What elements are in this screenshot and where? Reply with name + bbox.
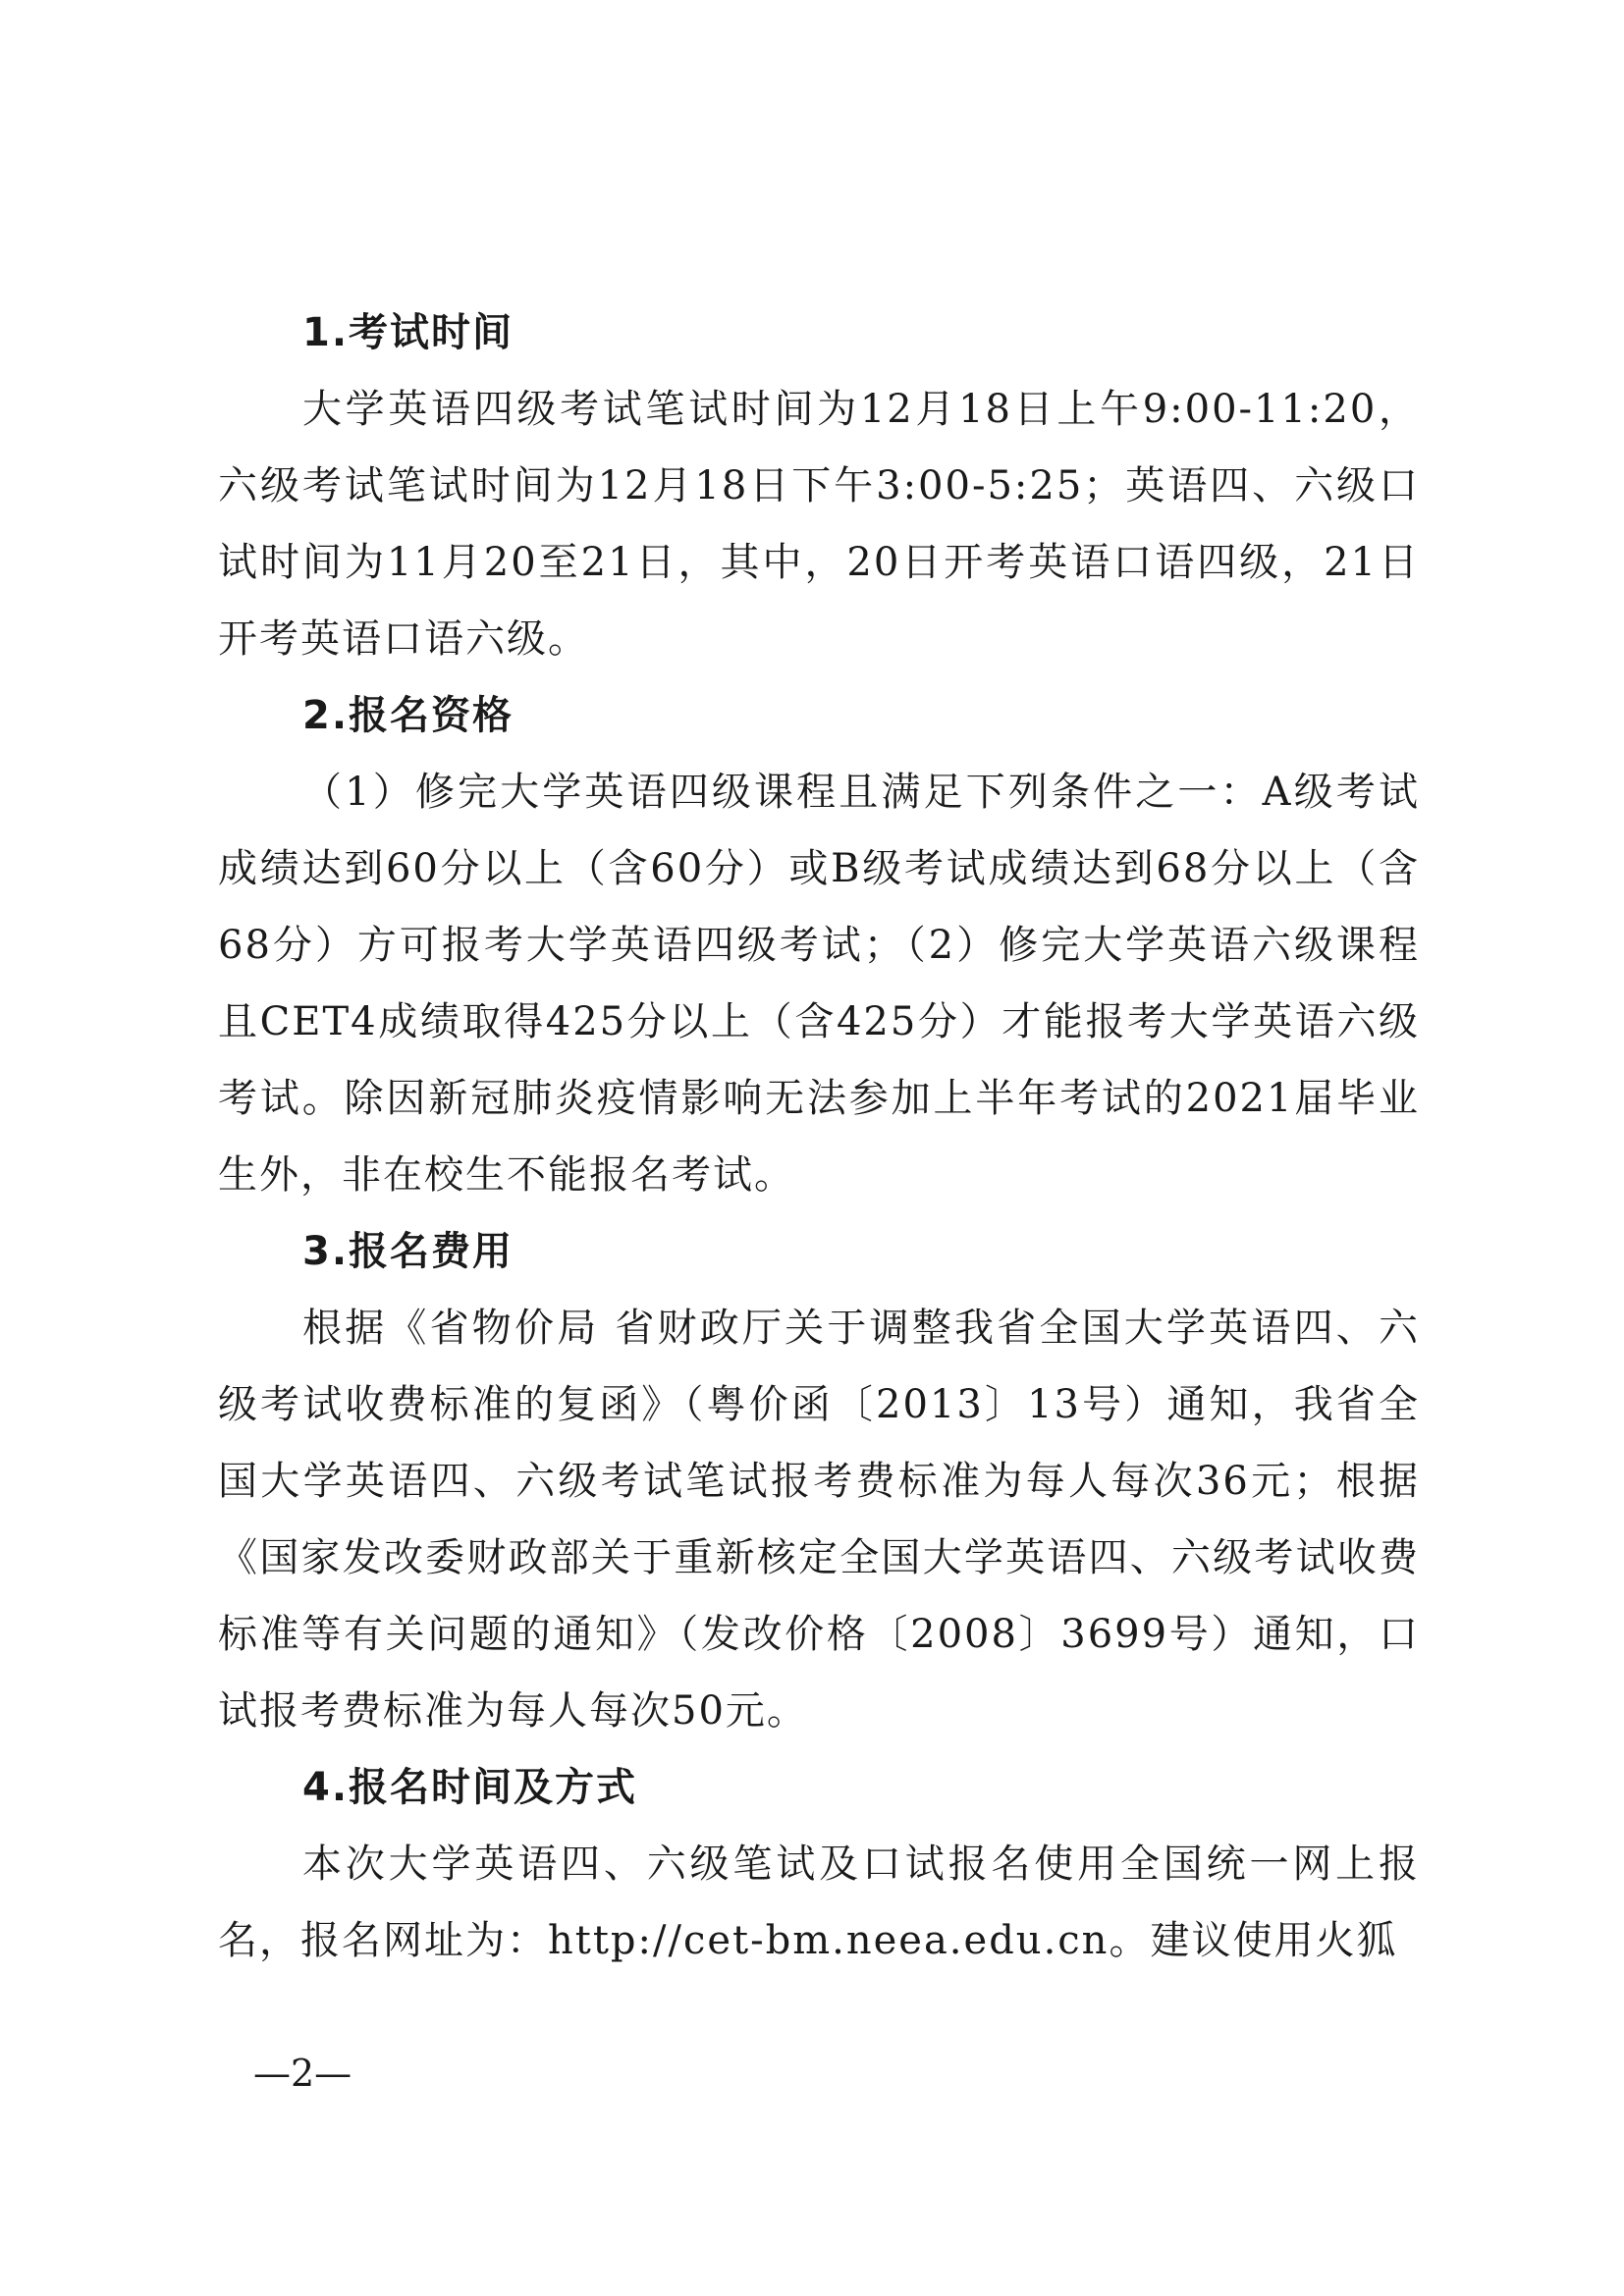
section-eligibility: [218, 677, 1420, 1213]
section-heading: 1.考试时间: [302, 310, 514, 355]
section-fees: [218, 1213, 1420, 1749]
section-paragraph: 本次大学英语四、六级笔试及口试报名使用全国统一网上报名，报名网址为：http://cet-bm.neea.edu.cn。建议使用火狐: [218, 1842, 1420, 1963]
document-body: [218, 294, 1420, 1979]
page-number: —2—: [253, 2052, 352, 2095]
section-heading: 4.报名时间及方式: [302, 1765, 638, 1810]
section-exam-time: [218, 294, 1420, 677]
section-heading: 2.报名资格: [302, 693, 514, 738]
section-registration: [218, 1749, 1420, 1979]
section-paragraph: 根据《省物价局 省财政厅关于调整我省全国大学英语四、六级考试收费标准的复函》（粤价函〔2013〕13号）通知，我省全国大学英语四、六级考试笔试报考费标准为每人每次36元；根据《国家发改委财政部关于重新核定全国大学英语四、六级考试收费标准等有关问题的通知》（发改价格〔2008〕3699号）通知，口试报考费标准为每人每次50元。: [218, 1306, 1420, 1734]
section-paragraph: （1）修完大学英语四级课程且满足下列条件之一：A级考试成绩达到60分以上（含60分）或B级考试成绩达到68分以上（含68分）方可报考大学英语四级考试；（2）修完大学英语六级课程且CET4成绩取得425分以上（含425分）才能报考大学英语六级考试。除因新冠肺炎疫情影响无法参加上半年考试的2021届毕业生外，非在校生不能报名考试。: [218, 770, 1420, 1198]
section-paragraph: 大学英语四级考试笔试时间为12月18日上午9:00-11:20，六级考试笔试时间为12月18日下午3:00-5:25；英语四、六级口试时间为11月20至21日，其中，20日开考英语口语四级，21日开考英语口语六级。: [218, 387, 1420, 662]
section-heading: 3.报名费用: [302, 1229, 514, 1274]
